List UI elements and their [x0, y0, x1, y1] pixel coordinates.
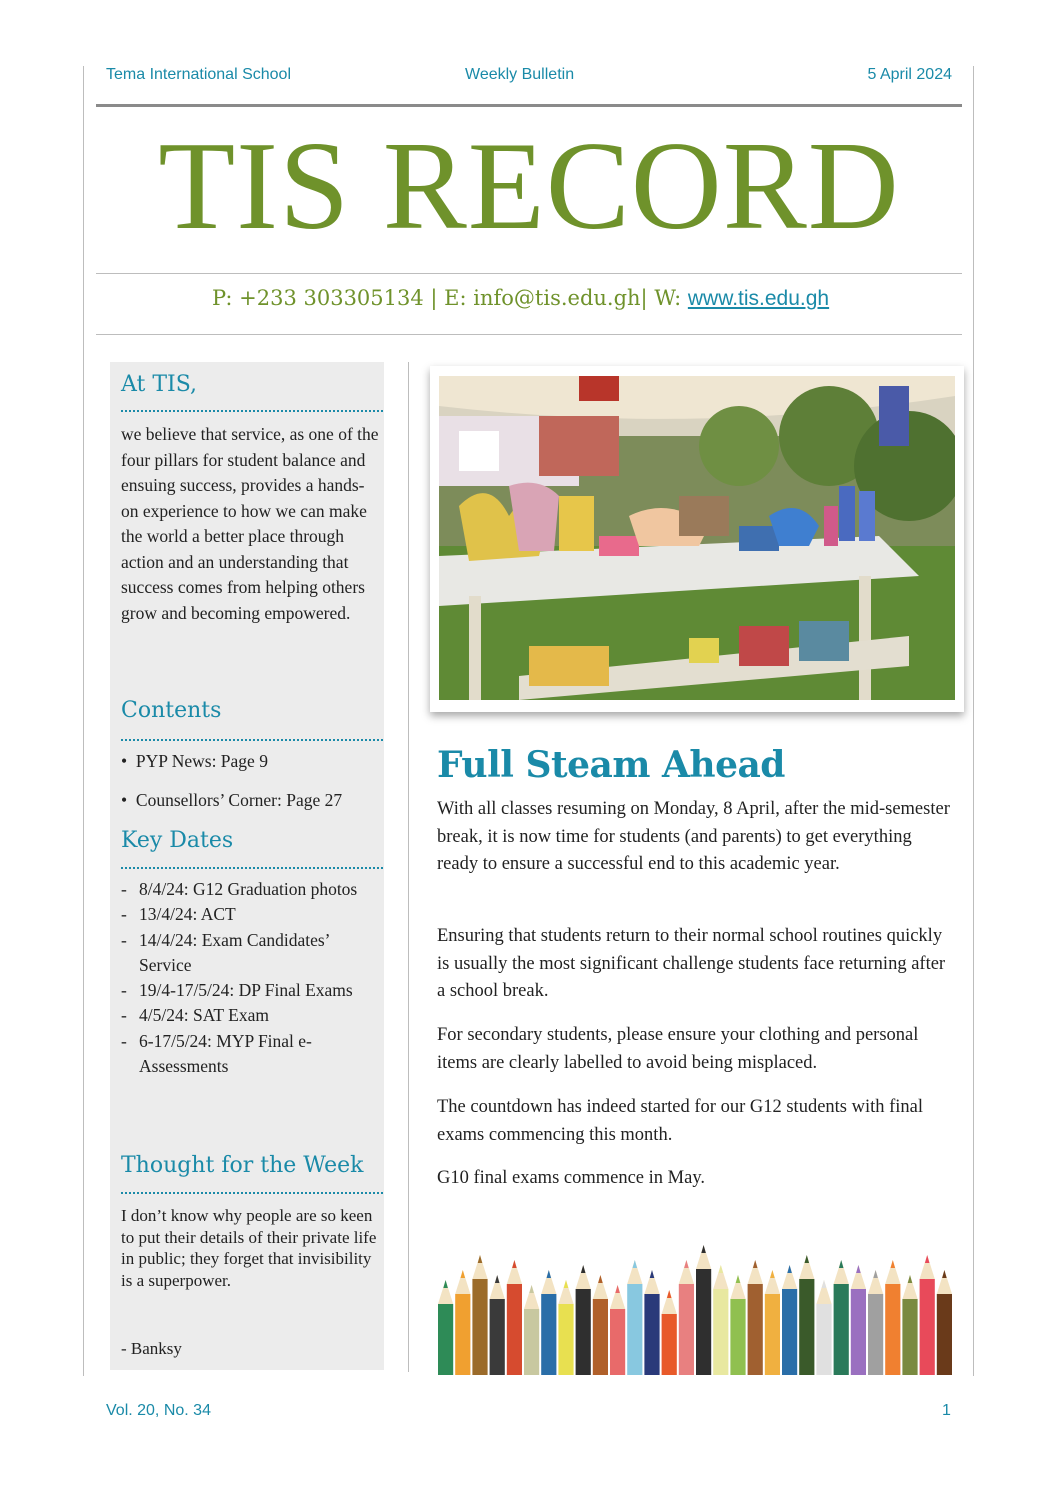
article-paragraph: The countdown has indeed started for our G12 students with final exams commencing this month.: [437, 1097, 924, 1145]
thought-divider: [121, 1192, 383, 1194]
volume-label: Vol. 20, No. 34: [106, 1402, 211, 1419]
key-dates-divider: [121, 867, 383, 869]
sidebar: [110, 362, 384, 1370]
article-paragraph: Ensuring that students return to their normal school routines quickly is usually the most significant challenge students face returning after a school break.: [437, 926, 946, 1001]
contents-divider: [121, 739, 383, 741]
key-date-item: - 4/5/24: SAT Exam: [121, 1003, 379, 1028]
key-date-item: - 14/4/24: Exam Candidates’ Service: [121, 928, 379, 979]
contents-heading: Contents: [121, 698, 222, 723]
contact-line: [212, 286, 829, 311]
key-date-item: - 6-17/5/24: MYP Final e-Assessments: [121, 1029, 379, 1080]
article-paragraph: For secondary students, please ensure your clothing and personal items are clearly labelled to avoid being misplaced.: [437, 1025, 919, 1073]
contents-item[interactable]: • Counsellors’ Corner: Page 27: [121, 790, 343, 810]
masthead-rule-top: [96, 273, 962, 274]
page-number: 1: [942, 1402, 951, 1419]
header-rule: [96, 104, 962, 107]
column-divider: [408, 362, 409, 1372]
at-tis-text: we believe that service, as one of the four pillars for student balance and ensuing success, provides a hands-on experience to how we can make the world a better place through action and an understanding that success comes from helping others grow and becoming empowered.: [121, 424, 379, 623]
key-dates-list: [121, 877, 379, 1079]
thought-heading: Thought for the Week: [121, 1153, 364, 1178]
key-date-item: - 8/4/24: G12 Graduation photos: [121, 877, 379, 902]
article-title: Full Steam Ahead: [437, 744, 785, 786]
at-tis-heading: At TIS,: [121, 372, 197, 397]
page-border-left: [83, 66, 84, 1376]
article-paragraph: With all classes resuming on Monday, 8 April, after the mid-semester break, it is now time for students (and parents) to get everything ready to ensure a successful end to this academic year.: [437, 799, 950, 874]
thought-quote: I don’t know why people are so keen to put their details of their private life in public; they forget that invisibility is a superpower.: [121, 1206, 377, 1290]
masthead-rule-bottom: [96, 334, 962, 335]
school-name: Tema International School: [106, 66, 291, 83]
contact-web-label: W:: [654, 286, 682, 310]
key-date-item: - 13/4/24: ACT: [121, 902, 379, 927]
contact-email: | E: info@tis.edu.gh|: [430, 286, 648, 310]
issue-date: 5 April 2024: [867, 66, 952, 83]
colored-pencils-illustration: [437, 1240, 953, 1375]
article-paragraph: G10 final exams commence in May.: [437, 1168, 705, 1188]
at-tis-divider: [121, 410, 383, 412]
page-border-right: [973, 66, 974, 1376]
website-link[interactable]: www.tis.edu.gh: [687, 287, 830, 310]
craft-display-photo: [439, 376, 955, 700]
thought-author: - Banksy: [121, 1339, 182, 1358]
contents-item[interactable]: • PYP News: Page 9: [121, 751, 268, 771]
key-date-item: - 19/4-17/5/24: DP Final Exams: [121, 978, 379, 1003]
photo-frame: [430, 366, 964, 712]
key-dates-heading: Key Dates: [121, 828, 234, 853]
contact-phone: P: +233 303305134: [212, 286, 424, 310]
bulletin-label: Weekly Bulletin: [465, 66, 575, 83]
masthead-title: TIS RECORD: [158, 117, 900, 256]
running-header: [106, 64, 952, 90]
